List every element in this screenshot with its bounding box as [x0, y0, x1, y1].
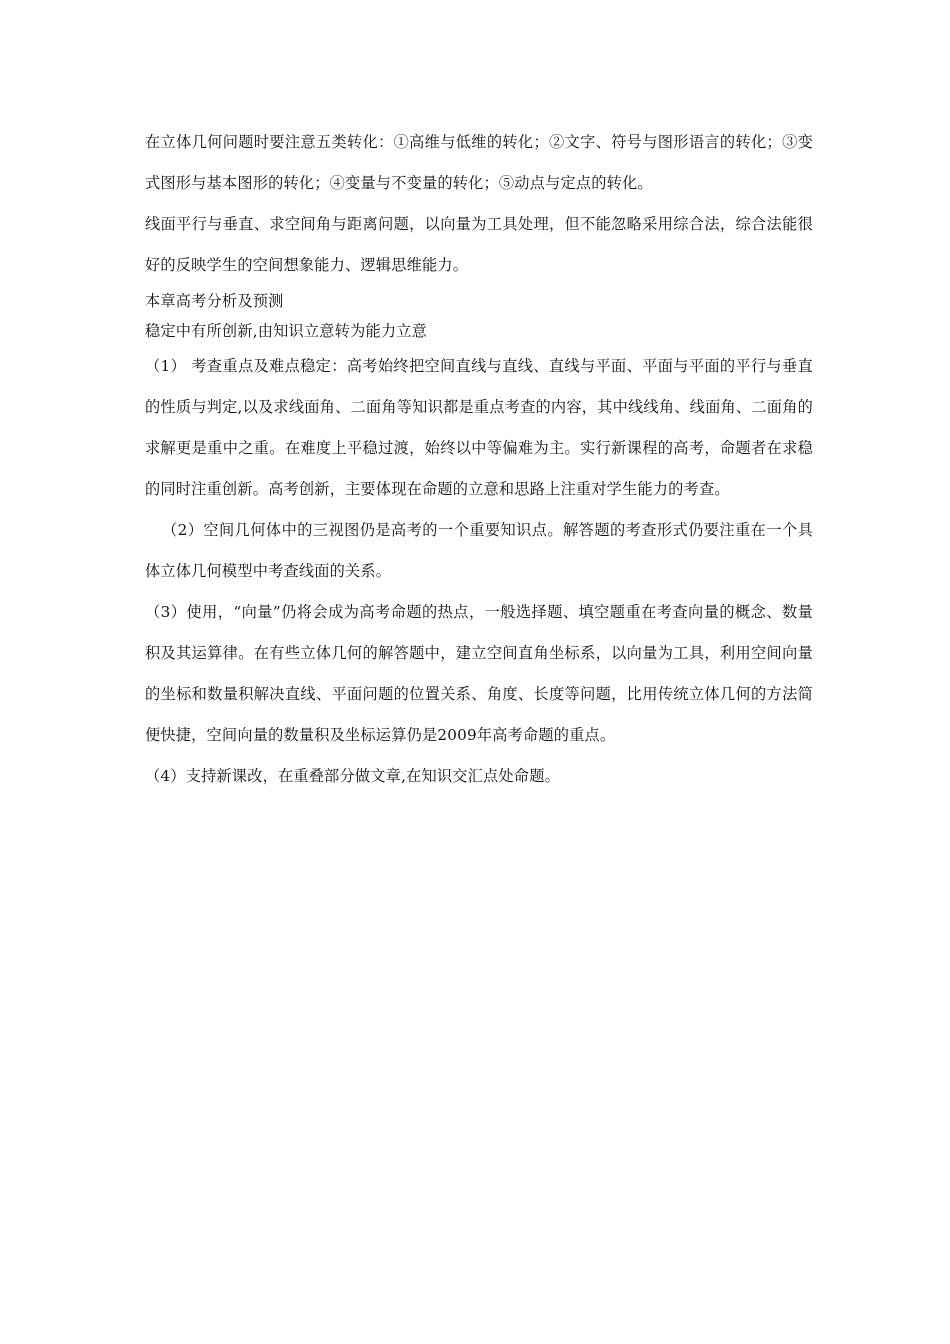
document-body [145, 122, 813, 797]
paragraph-point-3: （3）使用，“向量”仍将会成为高考命题的热点，一般选择题、填空题重在考查向量的概念、数量积及其运算律。在有些立体几何的解答题中，建立空间直角坐标系，以向量为工具，利用空间向量的坐标和数量积解决直线、平面问题的位置关系、角度、长度等问题，比用传统立体几何的方法简便快捷，空间向量的数量积及坐标运算仍是2009年高考命题的重点。 [145, 603, 813, 744]
paragraph-point-1: （1） 考查重点及难点稳定：高考始终把空间直线与直线、直线与平面、平面与平面的平行与垂直的性质与判定,以及求线面角、二面角等知识都是重点考查的内容，其中线线角、线面角、二面角的求解更是重中之重。在难度上平稳过渡，始终以中等偏难为主。实行新课程的高考，命题者在求稳的同时注重创新。高考创新，主要体现在命题的立意和思路上注重对学生能力的考查。 [145, 357, 813, 498]
paragraph-point-2: （2）空间几何体中的三视图仍是高考的一个重要知识点。解答题的考查形式仍要注重在一个具体立体几何模型中考查线面的关系。 [145, 521, 813, 580]
section-heading-analysis: 本章高考分析及预测 [145, 292, 284, 310]
section-subheading: 稳定中有所创新,由知识立意转为能力立意 [145, 322, 428, 340]
paragraph-point-4: （4）支持新课改，在重叠部分做文章,在知识交汇点处命题。 [145, 767, 560, 785]
paragraph-transformations: 在立体几何问题时要注意五类转化：①高维与低维的转化；②文字、符号与图形语言的转化；③变式图形与基本图形的转化；④变量与不变量的转化；⑤动点与定点的转化。 [145, 133, 813, 192]
paragraph-methods: 线面平行与垂直、求空间角与距离问题，以向量为工具处理，但不能忽略采用综合法，综合法能很好的反映学生的空间想象能力、逻辑思维能力。 [145, 215, 813, 274]
